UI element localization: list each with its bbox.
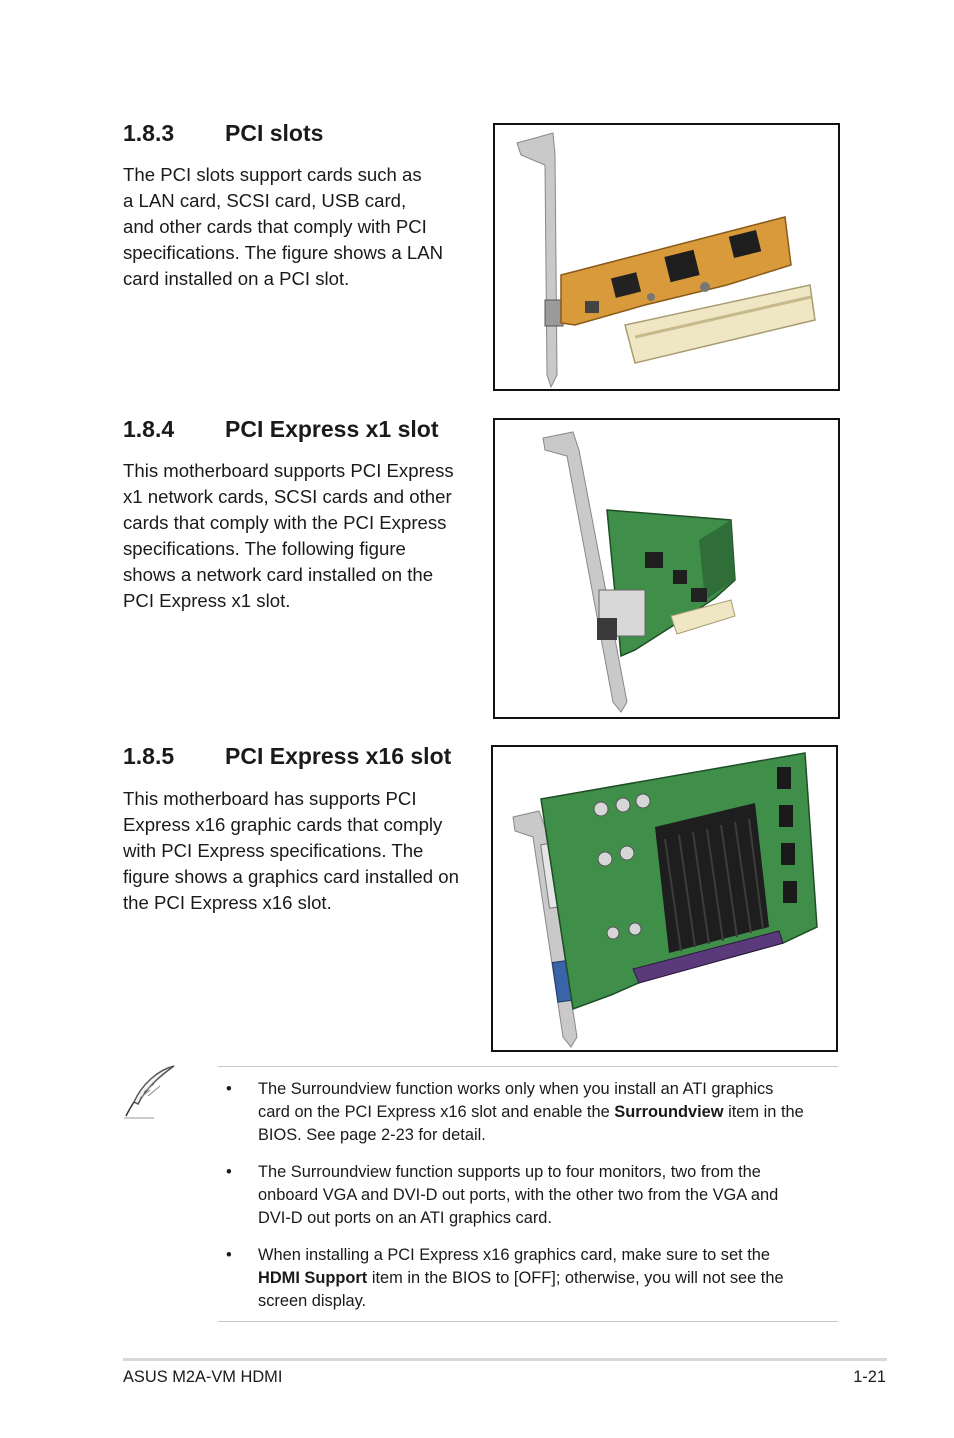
section-pci-express-x1	[123, 416, 483, 616]
note-text	[258, 1161, 838, 1230]
body-line: The PCI slots support cards such as	[123, 164, 422, 185]
section-title: PCI slots	[225, 120, 324, 146]
bullet-icon: •	[226, 1080, 232, 1098]
bold-term: HDMI Support	[258, 1269, 368, 1287]
note-text	[258, 1078, 838, 1147]
body-line: the PCI Express x16 slot.	[123, 892, 332, 913]
body-line: and other cards that comply with PCI	[123, 216, 427, 237]
section-title: PCI Express x1 slot	[225, 416, 439, 442]
pci-lan-card-icon	[495, 125, 838, 389]
body-line: figure shows a graphics card installed on	[123, 866, 459, 887]
figure-pcie-x16-card	[491, 745, 838, 1052]
pcie-x16-graphics-card-icon	[493, 747, 836, 1050]
note-line: When installing a PCI Express x16 graphics card, make sure to set the	[258, 1246, 770, 1264]
body-line: This motherboard supports PCI Express	[123, 460, 454, 481]
footer-product-name: ASUS M2A-VM HDMI	[123, 1368, 283, 1386]
footer-rule	[123, 1358, 887, 1361]
section-number: 1.8.3	[123, 120, 175, 146]
note-line: The Surroundview function works only when you install an ATI graphics	[258, 1080, 774, 1098]
body-line: specifications. The figure shows a LAN	[123, 242, 444, 263]
section-title: PCI Express x16 slot	[225, 743, 452, 769]
section-body	[123, 786, 459, 916]
body-line: with PCI Express specifications. The	[123, 840, 424, 861]
body-line: PCI Express x1 slot.	[123, 590, 291, 611]
note-line: BIOS. See page 2-23 for detail.	[258, 1126, 486, 1144]
note-line: HDMI Support item in the BIOS to [OFF]; otherwise, you will not see the	[258, 1269, 784, 1287]
note-line: The Surroundview function supports up to four monitors, two from the	[258, 1163, 761, 1181]
bullet-icon: •	[226, 1246, 232, 1264]
body-line: card installed on a PCI slot.	[123, 268, 350, 289]
note-line: screen display.	[258, 1292, 367, 1310]
body-line: a LAN card, SCSI card, USB card,	[123, 190, 407, 211]
note-line: DVI-D out ports on an ATI graphics card.	[258, 1209, 552, 1227]
figure-pci-lan-card	[493, 123, 840, 391]
note-line: card on the PCI Express x16 slot and enable the Surroundview item in the	[258, 1103, 804, 1121]
section-pci-express-x16	[123, 743, 485, 923]
figure-pcie-x1-card	[493, 418, 840, 719]
body-line: Express x16 graphic cards that comply	[123, 814, 443, 835]
body-line: This motherboard has supports PCI	[123, 788, 417, 809]
note-box	[218, 1066, 838, 1322]
note-line: onboard VGA and DVI-D out ports, with the other two from the VGA and	[258, 1186, 779, 1204]
section-body	[123, 458, 454, 614]
section-number: 1.8.5	[123, 743, 175, 769]
section-body	[123, 162, 443, 292]
body-line: cards that comply with the PCI Express	[123, 512, 447, 533]
body-line: specifications. The following figure	[123, 538, 406, 559]
quill-note-icon	[120, 1062, 180, 1127]
section-pci-slots	[123, 120, 483, 300]
section-heading	[123, 416, 439, 443]
footer-page-number: 1-21	[853, 1368, 886, 1386]
bold-term: Surroundview	[614, 1103, 724, 1121]
note-text	[258, 1244, 838, 1313]
section-number: 1.8.4	[123, 416, 175, 442]
body-line: shows a network card installed on the	[123, 564, 434, 585]
body-line: x1 network cards, SCSI cards and other	[123, 486, 452, 507]
section-heading	[123, 743, 451, 770]
bullet-icon: •	[226, 1163, 232, 1181]
pcie-x1-network-card-icon	[495, 420, 838, 717]
section-heading	[123, 120, 323, 147]
